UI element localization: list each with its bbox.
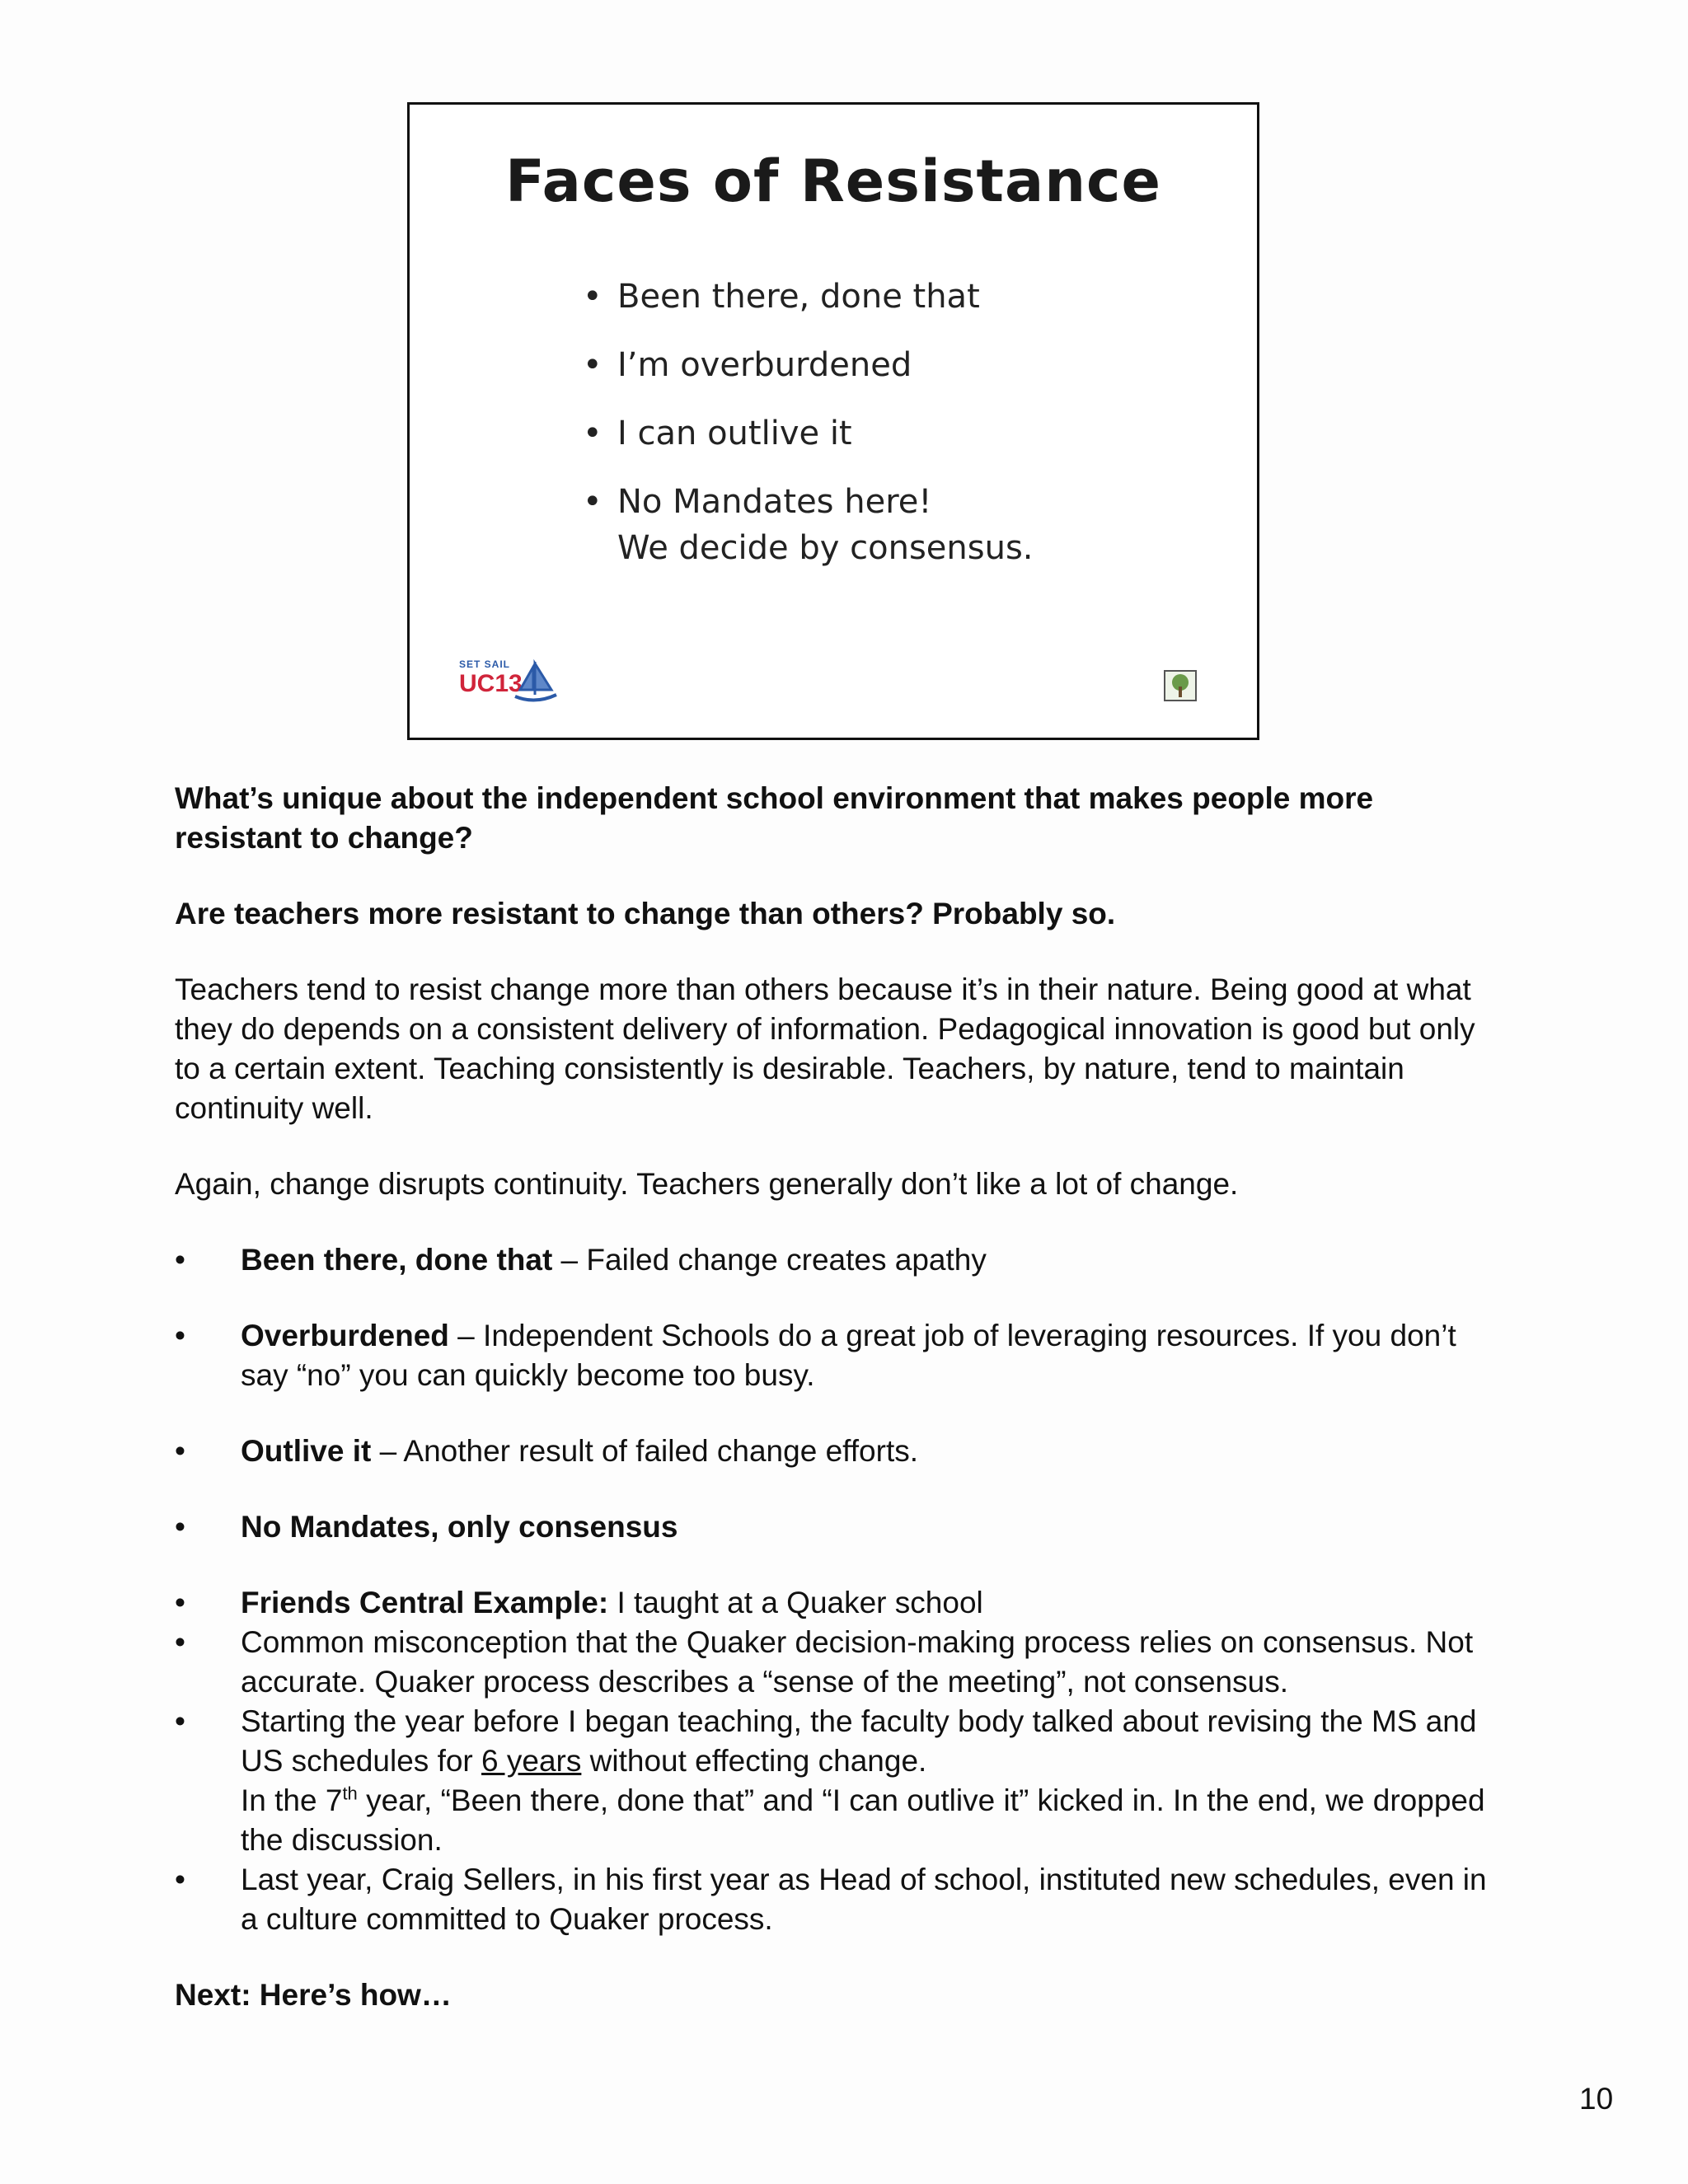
paragraph: Teachers tend to resist change more than others because it’s in their nature. Being good at what they do depends on a consistent delivery of information. Pedagogical innovation is good but only to a certain extent. Teaching consistently is desirable. Teachers, by nature, tend to maintain continuity well.: [175, 972, 1475, 1125]
conference-logo: [459, 657, 558, 715]
slide-bullet: [583, 479, 1034, 571]
item-text: – Another result of failed change efforts.: [371, 1434, 918, 1468]
list-item: • Common misconception that the Quaker decision-making process relies on consensus. Not accurate. Quaker process describes a “sense of the meeting”, not consensus.: [175, 1623, 1493, 1702]
resistance-list: [175, 1240, 1493, 1547]
item-text: year, “Been there, done that” and “I can outlive it” kicked in. In the end, we dropped the discussion.: [241, 1783, 1485, 1857]
item-title: Friends Central Example:: [241, 1586, 609, 1619]
slide-bullet-line: We decide by consensus.: [617, 529, 1034, 567]
page-number: 10: [1579, 2082, 1614, 2116]
item-title: No Mandates, only consensus: [241, 1510, 678, 1544]
logo-small-text: SET SAIL: [459, 658, 511, 670]
slide-bullet: • I can outlive it: [583, 410, 1034, 457]
logo-main-text: UC13: [459, 670, 523, 697]
slide-title: Faces of Resistance: [504, 148, 1162, 215]
slide-bullet-line: No Mandates here!: [617, 483, 932, 521]
underlined-text: 6 years: [481, 1744, 582, 1778]
list-item: [175, 1316, 1493, 1395]
tree-logo-icon: [1164, 670, 1197, 701]
item-text: – Failed change creates apathy: [552, 1243, 987, 1277]
item-title: Outlive it: [241, 1434, 372, 1468]
item-text: In the 7: [241, 1783, 343, 1817]
document-body: [175, 779, 1493, 2051]
slide-image: [407, 102, 1259, 740]
item-text: – Independent Schools do a great job of leveraging resources. If you don’t say “no” you can quickly become too busy.: [241, 1319, 1456, 1392]
slide-bullet: • Been there, done that: [583, 274, 1034, 320]
item-text: Starting the year before I began teaching, the faculty body talked about revising the MS and US schedules for: [241, 1704, 1477, 1778]
list-item: [175, 1702, 1493, 1860]
example-list: [175, 1583, 1493, 1939]
sailboat-logo-icon: [510, 657, 560, 706]
list-item: [175, 1583, 1493, 1623]
list-item: • Last year, Craig Sellers, in his first year as Head of school, instituted new schedules, even in a culture committed to Quaker process.: [175, 1860, 1493, 1939]
item-title: Overburdened: [241, 1319, 449, 1352]
list-item: [175, 1507, 1493, 1547]
section-heading: Are teachers more resistant to change than others? Probably so.: [175, 897, 1116, 930]
slide-bullet: • I’m overburdened: [583, 342, 1034, 388]
list-item: [175, 1240, 1493, 1280]
item-text: I taught at a Quaker school: [608, 1586, 983, 1619]
section-heading: What’s unique about the independent school environment that makes people more resistant to change?: [175, 781, 1374, 855]
next-heading: Next: Here’s how…: [175, 1978, 452, 2012]
paragraph: Again, change disrupts continuity. Teachers generally don’t like a lot of change.: [175, 1167, 1239, 1201]
item-text: without effecting change.: [581, 1744, 927, 1778]
list-item: [175, 1432, 1493, 1471]
superscript: th: [342, 1783, 358, 1804]
item-title: Been there, done that: [241, 1243, 553, 1277]
slide-bullet-list: [583, 274, 1034, 593]
